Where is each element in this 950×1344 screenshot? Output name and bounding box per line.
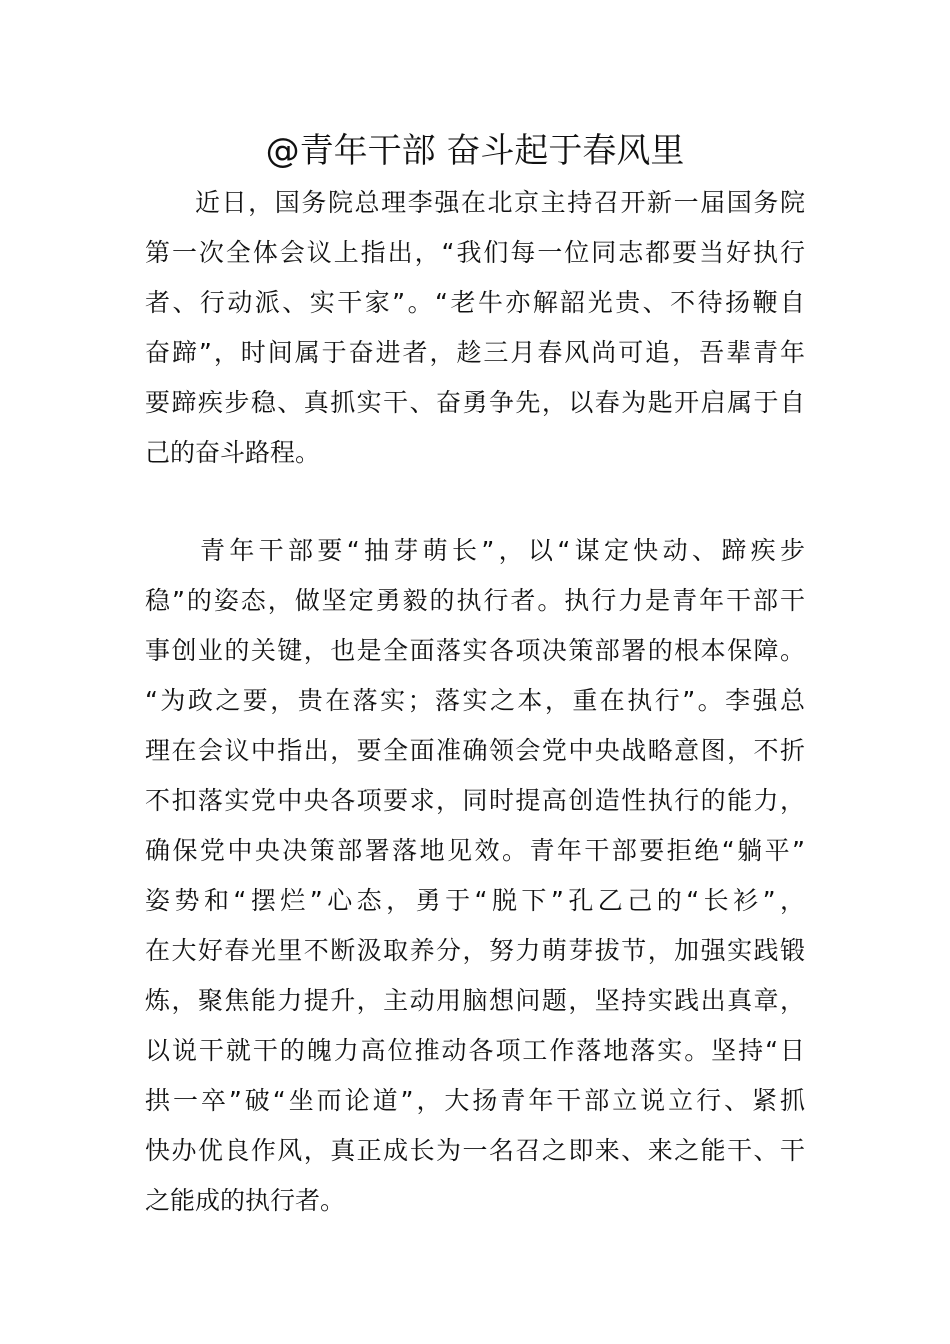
paragraph-line: 炼，聚焦能力提升，主动用脑想问题，坚持实践出真章， [145,986,805,1015]
paragraph-line: 第一次全体会议上指出，“我们每一位同志都要当好执行 [145,238,805,267]
paragraph-line: 快办优良作风，真正成长为一名召之即来、来之能干、干 [145,1136,805,1165]
paragraph-line: 要蹄疾步稳、真抓实干、奋勇争先，以春为匙开启属于自 [145,388,805,417]
paragraph-1 [145,178,805,478]
paragraph-line: 拱一卒”破“坐而论道”，大扬青年干部立说立行、紧抓 [145,1086,805,1115]
paragraph-line: 者、行动派、实干家”。“老牛亦解韶光贵、不待扬鞭自 [145,288,805,317]
paragraph-line: 姿势和“摆烂”心态，勇于“脱下”孔乙己的“长衫”， [145,886,805,915]
paragraph-line: 之能成的执行者。 [145,1186,346,1215]
paragraph-line: 稳”的姿态，做坚定勇毅的执行者。执行力是青年干部干 [145,586,805,615]
paragraph-line: 理在会议中指出，要全面准确领会党中央战略意图，不折 [145,736,805,765]
paragraph-line: 确保党中央决策部署落地见效。青年干部要拒绝“躺平” [145,836,805,865]
paragraph-line: 奋蹄”，时间属于奋进者，趁三月春风尚可追，吾辈青年 [145,338,805,367]
paragraph-line: “为政之要，贵在落实；落实之本，重在执行”。李强总 [145,686,805,715]
paragraph-line: 在大好春光里不断汲取养分，努力萌芽拔节，加强实践锻 [145,936,805,965]
paragraph-line: 不扣落实党中央各项要求，同时提高创造性执行的能力， [145,786,805,815]
paragraph-line: 近日，国务院总理李强在北京主持召开新一届国务院 [195,188,805,217]
paragraph-line: 青年干部要“抽芽萌长”，以“谋定快动、蹄疾步 [200,536,805,565]
paragraph-line: 己的奋斗路程。 [145,438,321,467]
document-title: @青年干部 奋斗起于春风里 [265,131,685,171]
paragraph-line: 事创业的关键，也是全面落实各项决策部署的根本保障。 [145,636,805,665]
paragraph-line: 以说干就干的魄力高位推动各项工作落地落实。坚持“日 [145,1036,805,1065]
paragraph-2 [145,526,805,1226]
